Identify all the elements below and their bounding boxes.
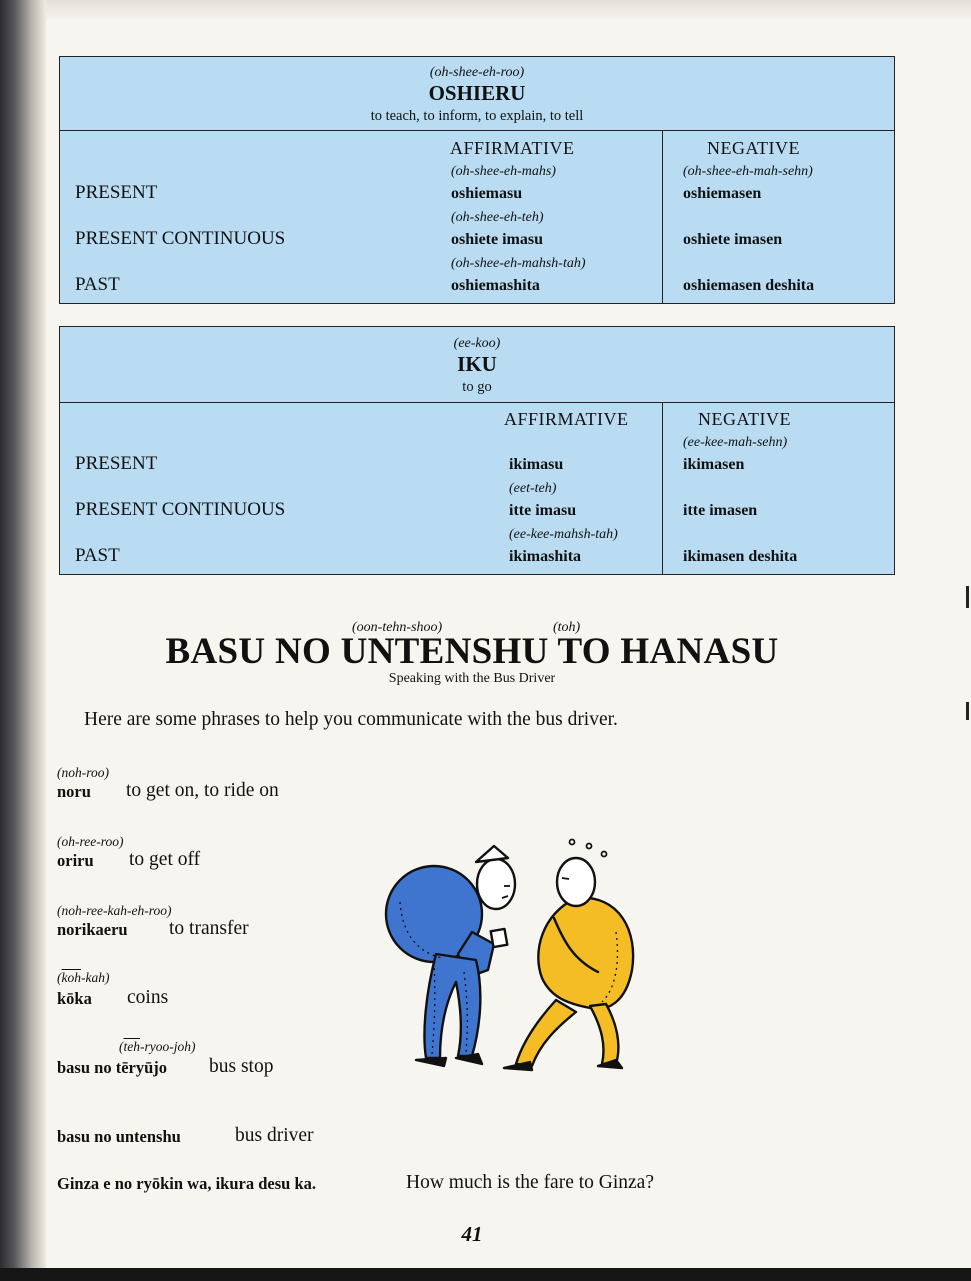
vocab-pronunciation: (oh-ree-roo)	[57, 834, 124, 849]
affirmative-form: ikimashita	[509, 548, 582, 565]
yellow-figure	[504, 858, 633, 1070]
blue-figure	[386, 846, 515, 1066]
scan-bottom-band	[0, 1268, 971, 1281]
aff-pronunciation: (oh-shee-eh-mahs)	[451, 164, 556, 179]
tense-label: PRESENT CONTINUOUS	[75, 228, 286, 249]
affirmative-form: oshiete imasu	[451, 231, 543, 248]
page-edge-mark	[966, 586, 969, 608]
aff-pronunciation: (eet-teh)	[509, 481, 557, 496]
negative-header: NEGATIVE	[707, 138, 800, 158]
vocab-pronunciation: (noh-ree-kah-eh-roo)	[57, 903, 172, 918]
vocab-english: bus stop	[209, 1056, 274, 1077]
negative-form: ikimasen deshita	[683, 548, 798, 565]
vocab-english: How much is the fare to Ginza?	[406, 1172, 654, 1193]
tense-label: PRESENT	[75, 453, 158, 474]
vocab-japanese: basu no tēryūjo	[57, 1058, 168, 1077]
bus-riders-illustration	[376, 832, 648, 1072]
negative-form: ikimasen	[683, 456, 745, 473]
aff-pronunciation: (oh-shee-eh-teh)	[451, 210, 544, 225]
verb-title: IKU	[457, 352, 497, 376]
tense-label: PAST	[75, 545, 120, 566]
vocab-english: bus driver	[235, 1125, 314, 1146]
vocab-english: to get on, to ride on	[126, 780, 279, 801]
affirmative-header: AFFIRMATIVE	[450, 138, 575, 158]
tense-label: PRESENT CONTINUOUS	[75, 499, 286, 520]
column-divider	[662, 130, 663, 303]
page-top-shadow	[0, 0, 971, 22]
negative-form: oshiemasen deshita	[683, 277, 815, 294]
affirmative-form: oshiemasu	[451, 185, 523, 202]
verb-pronunciation: (ee-koo)	[453, 336, 501, 351]
verb-pronunciation: (oh-shee-eh-roo)	[429, 65, 525, 80]
vocab-japanese: noru	[57, 782, 91, 801]
affirmative-form: itte imasu	[509, 502, 577, 519]
vocab-japanese: basu no untenshu	[57, 1127, 181, 1146]
verb-meaning: to go	[462, 379, 492, 395]
title-pronunciation: (oon-tehn-shoo)	[352, 620, 443, 635]
verb-table-iku	[59, 326, 895, 575]
neg-pronunciation: (oh-shee-eh-mah-sehn)	[683, 164, 813, 179]
tense-label: PRESENT	[75, 182, 158, 203]
tense-label: PAST	[75, 274, 120, 295]
section-title: BASU NO UNTENSHU TO HANASU	[165, 631, 779, 672]
vocab-japanese: oriru	[57, 851, 94, 870]
page-edge-mark	[966, 702, 969, 720]
column-divider	[662, 402, 663, 574]
vocab-english: to transfer	[169, 918, 249, 939]
negative-header: NEGATIVE	[698, 409, 791, 429]
neg-pronunciation: (ee-kee-mah-sehn)	[683, 435, 788, 450]
affirmative-form: oshiemashita	[451, 277, 540, 294]
vocab-japanese: Ginza e no ryōkin wa, ikura desu ka.	[57, 1174, 317, 1193]
verb-meaning: to teach, to inform, to explain, to tell	[370, 108, 584, 124]
affirmative-header: AFFIRMATIVE	[504, 409, 629, 429]
section-subtitle: Speaking with the Bus Driver	[388, 671, 556, 686]
verb-header	[60, 327, 894, 403]
vocab-pronunciation: (noh-roo)	[57, 765, 109, 780]
negative-form: oshiemasen	[683, 185, 762, 202]
vocab-japanese: norikaeru	[57, 920, 128, 939]
verb-header	[60, 57, 894, 131]
intro-text: Here are some phrases to help you communicate with the bus driver.	[84, 709, 618, 730]
title-pronunciation: (toh)	[553, 620, 581, 635]
vocab-pronunciation: $(\overline{teh}-ryoo-joh)$	[119, 1039, 196, 1054]
vocab-japanese: kōka	[57, 989, 92, 1008]
negative-form: oshiete imasen	[683, 231, 783, 248]
verb-title: OSHIERU	[428, 81, 526, 105]
aff-pronunciation: (oh-shee-eh-mahsh-tah)	[451, 256, 586, 271]
vocab-pronunciation: $(\overline{koh}-kah)$	[57, 970, 110, 985]
negative-form: itte imasen	[683, 502, 758, 519]
affirmative-form: ikimasu	[509, 456, 564, 473]
vocab-english: coins	[127, 987, 169, 1008]
verb-table-oshieru	[59, 56, 895, 304]
aff-pronunciation: (ee-kee-mahsh-tah)	[509, 527, 618, 542]
vocab-english: to get off	[129, 849, 201, 870]
page-number: 41	[461, 1222, 483, 1246]
